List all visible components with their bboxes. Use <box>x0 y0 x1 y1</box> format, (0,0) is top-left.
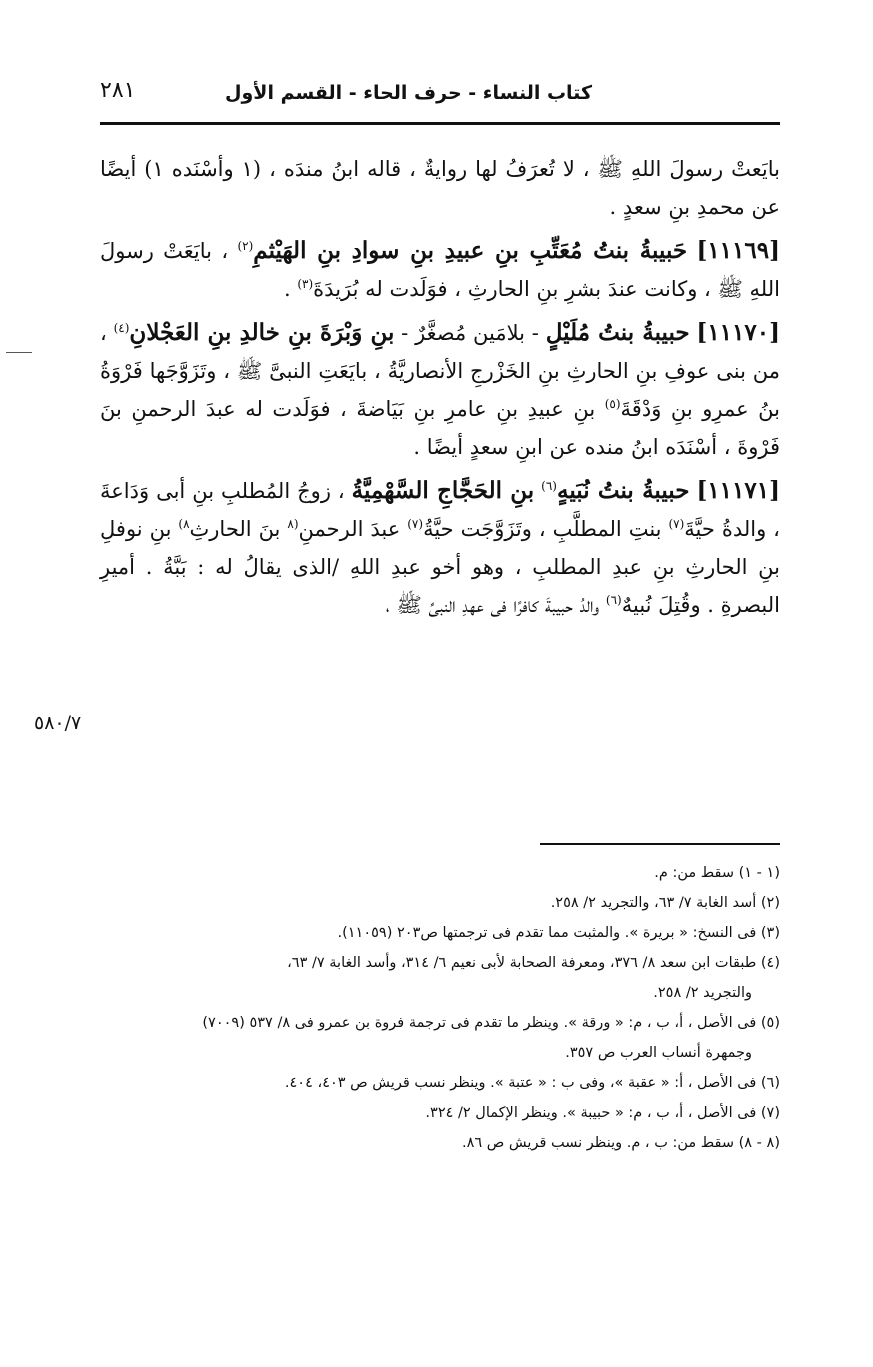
entry-name-continued: بنِ الحَجَّاجِ السَّهْمِيَّةُ <box>351 477 535 504</box>
header-title: كتاب النساء - حرف الحاء - القسم الأول <box>225 82 592 104</box>
running-header <box>100 72 780 116</box>
footnote-3: (٣) فى النسخ: « بريرة ». والمثبت مما تقدم فى ترجمتها ص٢٠٣ (١١٠٥٩). <box>337 925 780 941</box>
entry-text-6: والدُ حبيبةَ كافرًا فى عهدِ النبىِّ ﷺ ، <box>385 593 600 617</box>
entry-text-3: عبدَ الرحمنِ <box>298 517 401 541</box>
footnote-rule <box>540 843 780 845</box>
footnote-5: (٥) فى الأصل ، أ، ب ، م: « ورقة ». وينظر ما تقدم فى ترجمة فروة بن عمرو فى ٨/ ٥٣٧ (٧٠٠٩) <box>202 1015 780 1031</box>
footnote-7: (٧) فى الأصل ، أ، ب ، م: « حبيبة ». وينظر الإكمال ٢/ ٣٢٤. <box>425 1105 780 1121</box>
entry-name: حبيبةُ بنتُ نُبَيهٍ <box>556 477 690 504</box>
entry-text: ، زوجُ المُطلبِ بنِ أبى وَدَاعةَ ، والدةُ حيَّةَ <box>100 479 780 541</box>
footnote-5-continued: وجمهرة أنساب العرب ص ٣٥٧. <box>565 1045 752 1061</box>
entry-text-5: بنِ نوفلِ بنِ الحارثِ بنِ عبدِ المطلبِ ، وهو أخو عبدِ اللهِ /الذى يقالُ له : بَبَّةُ . أميرِ البصرةِ . وقُتِلَ نُبيهٌ <box>100 517 780 617</box>
intro-line-2: عن محمدِ بنِ سعدٍ . <box>609 195 780 219</box>
footnote-ref: (٦) <box>605 593 622 607</box>
entry-name-continued: بنِ وَبْرَةَ بنِ خالدِ بنِ العَجْلانِ <box>129 319 395 346</box>
main-text <box>100 150 780 630</box>
entry-11169 <box>100 232 780 308</box>
entry-text-2: بنتِ المطلَّبِ ، وتَزَوَّجَت حيَّةُ <box>423 517 662 541</box>
intro-paragraph <box>100 150 780 226</box>
footnote-ref: (٤) <box>113 321 130 335</box>
margin-mark <box>6 352 32 353</box>
entry-text: ، بايَعَتْ رسولَ اللهِ ﷺ ، وكانت عندَ بشرِ بنِ الحارثِ ، فوَلَدت له بُرَيدَةَ <box>100 239 780 301</box>
footnote-8: (٨ - ٨) سقط من: ب ، م. وينظر نسب قريش ص ٨٦. <box>461 1135 780 1151</box>
entry-11171 <box>100 472 780 624</box>
footnote-4-continued: والتجريد ٢/ ٢٥٨. <box>653 985 752 1001</box>
footnote-ref: ٨) <box>178 517 190 531</box>
footnote-ref: (٧) <box>668 517 685 531</box>
footnote-2: (٢) أسد الغابة ٧/ ٦٣، والتجريد ٢/ ٢٥٨. <box>550 895 780 911</box>
entry-number: [١١١٧٠] <box>696 319 780 346</box>
entry-text: ، من بنى عوفِ بنِ الحارثِ بنِ الخَزْرجِ الأنصاريَّةُ ، بايَعَتِ النبىَّ ﷺ ، وتَزَوَّجَها فَرْوَةُ بنُ عمرِو بنِ وَدْقَةَ <box>100 321 780 421</box>
page-number: ٢٨١ <box>100 78 136 103</box>
entry-number: [١١١٧١] <box>696 477 780 504</box>
entry-name: حَبيبةُ بنتُ مُعَتِّبِ بنِ عبيدِ بنِ سوادِ بنِ الهَيْثمِ <box>253 237 688 264</box>
entry-name: حبيبةُ بنتُ مُلَيْلٍ <box>545 319 690 346</box>
margin-page-reference: ٥٨٠/٧ <box>34 712 82 734</box>
entry-text-continued: بنِ عبيدِ بنِ عامرِ بنِ بَيَاضةَ ، فوَلَدت له عبدَ الرحمنِ بنَ فَرْوةَ ، أسْنَدَه ابنُ منده عن ابنِ سعدٍ أيضًا . <box>100 397 780 459</box>
entry-number: [١١١٦٩] <box>696 237 780 264</box>
footnote-ref: (٥) <box>604 397 621 411</box>
entry-text-4: بنَ الحارثِ <box>189 517 281 541</box>
entry-11170 <box>100 314 780 466</box>
footnote-ref: (٣) <box>297 277 314 291</box>
footnote-ref: (٧) <box>407 517 424 531</box>
footnote-ref: (٦) <box>541 479 557 493</box>
footnote-1: (١ - ١) سقط من: م. <box>654 865 780 881</box>
footnote-ref: (٢) <box>237 239 254 253</box>
footnotes <box>100 858 780 1158</box>
header-rule <box>100 122 780 125</box>
footnote-ref: (٨ <box>287 517 299 531</box>
intro-line-1: بايَعتْ رسولَ اللهِ ﷺ ، لا تُعرَفُ لها روايةٌ ، قاله ابنُ مندَه ، (١ وأسْنَده ١) أيضًا <box>100 157 780 181</box>
entry-gloss: - بلامَين مُصغَّرٌ - <box>401 321 539 345</box>
footnote-6: (٦) فى الأصل ، أ: « عقبة »، وفى ب : « عتبة ». وينظر نسب قريش ص ٤٠٣، ٤٠٤. <box>284 1075 780 1091</box>
footnote-4: (٤) طبقات ابن سعد ٨/ ٣٧٦، ومعرفة الصحابة لأبى نعيم ٦/ ٣١٤، وأسد الغابة ٧/ ٦٣، <box>287 955 780 971</box>
entry-end: . <box>283 277 291 301</box>
